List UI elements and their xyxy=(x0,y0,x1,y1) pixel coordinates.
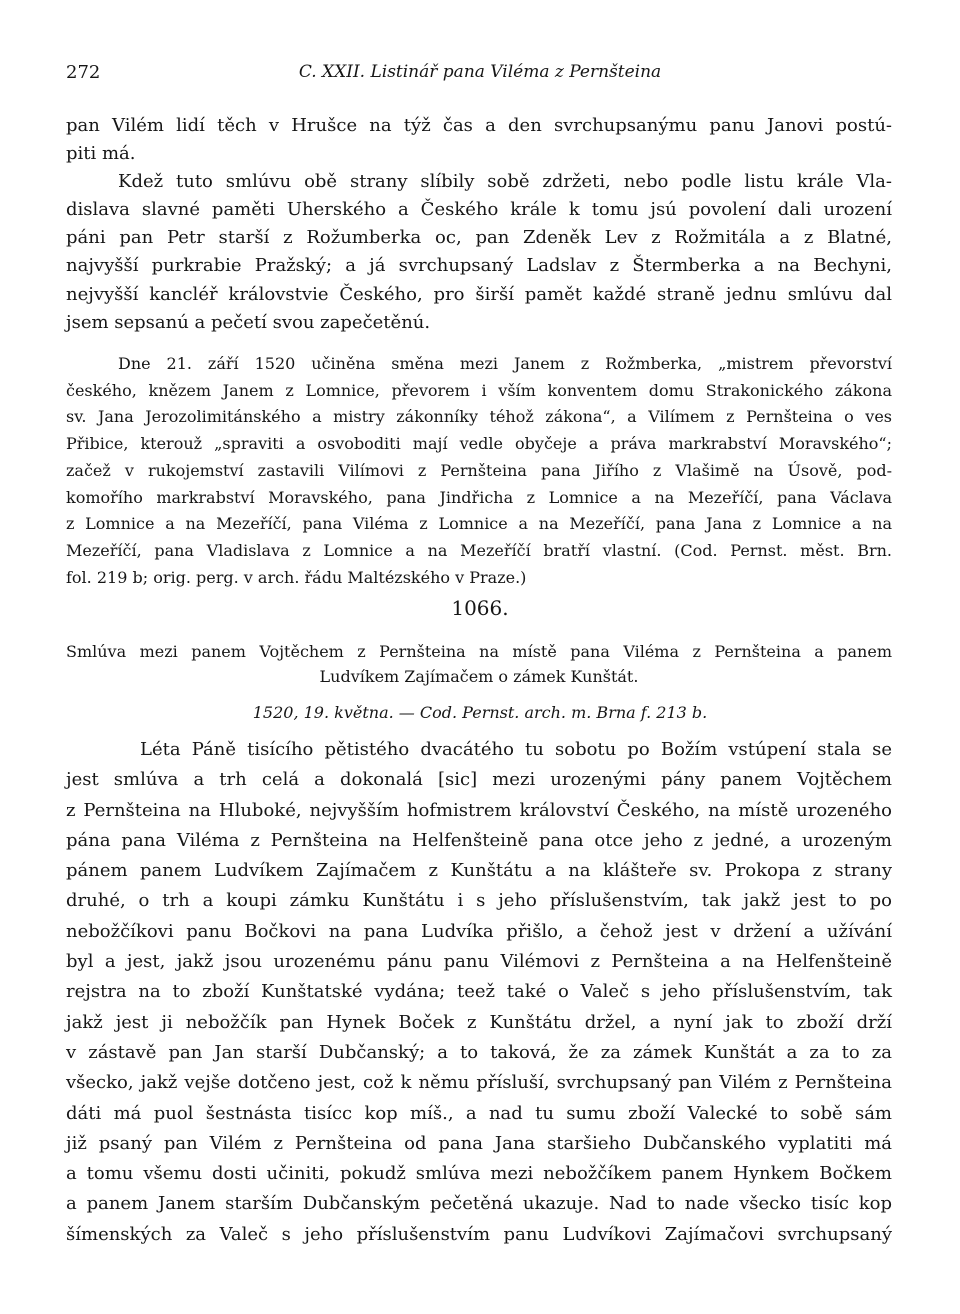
text-line: byl a jest, jakž jsou urozenému pánu panu Vilémovi z Pernšteina a na Helfenšteině xyxy=(66,951,892,973)
page-number: 272 xyxy=(66,62,101,83)
text-line: pána pana Viléma z Pernšteina na Helfenšteině pana otce jeho z jedné, a urozeným xyxy=(66,829,892,851)
text-line: a panem Janem starším Dubčanským pečetěná ukazuje. Nad to nade všecko tisíc kop xyxy=(66,1193,892,1215)
text-line: Mezeříčí, pana Vladislava z Lomnice a na Mezeříčí bratří vlastní. (Cod. Pernst. měst. Brn. xyxy=(66,540,892,560)
text-line: sv. Jana Jerozolimitánského a mistry zákonníky téhož zákona“, a Vilímem z Pernšteina o ves xyxy=(66,407,892,427)
text-line: v zástavě pan Jan starší Dubčanský; a to taková, že za zámek Kunštát a za to za xyxy=(66,1041,892,1063)
text-line: piti má. xyxy=(66,143,136,165)
text-line: šímenských za Valeč s jeho příslušenstvím panu Ludvíkovi Zajímačovi svrchupsaný xyxy=(66,1223,892,1245)
text-line: pan Vilém lidí těch v Hrušce na týž čas a den svrchupsanýmu panu Janovi postú- xyxy=(66,115,892,136)
text-line: dáti má puol šestnásta tisícc kop míš., a nad tu sumu zboží Valecké to sobě sám xyxy=(66,1102,892,1124)
document-date-source: 1520, 19. května. — Cod. Pernst. arch. m. Brna f. 213 b. xyxy=(252,703,708,722)
document-heading: Smlúva mezi panem Vojtěchem z Pernšteina na místě pana Viléma z Pernšteina a panem xyxy=(66,642,892,661)
text-line: pánem panem Ludvíkem Zajímačem z Kunštátu a na klášteře sv. Prokopa z strany xyxy=(66,860,892,882)
text-line: nebožčíkovi panu Bočkovi na pana Ludvíka přišlo, a čehož jest v držení a užívání xyxy=(66,920,892,942)
text-line: fol. 219 b; orig. perg. v arch. řádu Maltézského v Praze.) xyxy=(66,567,527,587)
text-line: Dne 21. září 1520 učiněna směna mezi Janem z Rožmberka, „mistrem převorství xyxy=(118,354,892,373)
text-line: komořího markrabství Moravského, pana Jindřicha z Lomnice a na Mezeříčí, pana Václava xyxy=(66,487,892,507)
text-line: z Lomnice a na Mezeříčí, pana Viléma z Lomnice a na Mezeříčí, pana Jana z Lomnice a na xyxy=(66,514,892,534)
text-line: z Pernšteina na Hluboké, nejvyšším hofmistrem království Českého, na místě urozeného xyxy=(66,799,892,821)
text-line: Léta Páně tisícího pětistého dvacátého tu sobotu po Božím vstúpení stala se xyxy=(140,739,892,760)
text-line: začež v rukojemství zastavili Vilímovi z Pernšteina pana Jiřího z Vlašimě na Úsově, pod- xyxy=(66,460,892,480)
text-line: Kdež tuto smlúvu obě strany slíbily sobě zdržeti, nebo podle listu krále Vla- xyxy=(118,171,892,193)
regest-note xyxy=(66,351,892,591)
text-line: a tomu všemu dosti učiniti, pokudž smlúva mezi nebožčíkem panem Hynkem Bočkem xyxy=(66,1163,892,1185)
text-line: již psaný pan Vilém z Pernšteina od pana Jana staršieho Dubčanského vyplatiti má xyxy=(66,1132,892,1154)
paragraph-continuation xyxy=(66,112,892,337)
running-title: C. XXII. Listinář pana Viléma z Pernšteina xyxy=(298,62,662,82)
text-line: jsem sepsanú a pečetí svou zapečetěnú. xyxy=(66,311,431,333)
text-line: Přibice, kterouž „spraviti a osvoboditi mají vedle obyčeje a práva markrabství Moravského“; xyxy=(66,434,892,454)
text-line: všecko, jakž vejše dotčeno jest, což k němu přísluší, svrchupsaný pan Vilém z Pernšteina xyxy=(66,1072,892,1094)
text-line: nejvyšší kancléř královstvie Českého, pro širší pamět každé straně jednu smlúvu dal xyxy=(66,283,892,305)
text-line: jest smlúva a trh celá a dokonalá [sic] mezi urozenými pány panem Vojtěchem xyxy=(66,769,892,791)
text-line: druhé, o trh a koupi zámku Kunštátu i s jeho příslušenstvím, tak jakž jest to po xyxy=(66,890,892,912)
document-body xyxy=(66,735,892,1250)
page-header xyxy=(66,62,894,88)
text-line: rejstra na to zboží Kunštatské vydána; teež také o Valeč s jeho příslušenstvím, tak xyxy=(66,981,892,1003)
text-line: dislava slavné paměti Uherského a Českého krále k tomu jsú povolení dali urození xyxy=(66,199,892,221)
text-line: najvyšší purkrabie Pražský; a já svrchupsaný Ladslav z Štermberka a na Bechyni, xyxy=(66,255,892,277)
document-heading-continued: Ludvíkem Zajímačem o zámek Kunštát. xyxy=(319,667,639,686)
text-line: českého, knězem Janem z Lomnice, převorem i vším konventem domu Strakonického zákona xyxy=(66,380,892,400)
text-line: páni pan Petr starší z Rožumberka oc, pan Zdeněk Lev z Rožmitála a z Blatné, xyxy=(66,227,892,249)
document-number: 1066. xyxy=(451,596,509,620)
text-line: jakž jest ji nebožčík pan Hynek Boček z Kunštátu držel, a nyní jak to zboží drží xyxy=(66,1011,892,1033)
